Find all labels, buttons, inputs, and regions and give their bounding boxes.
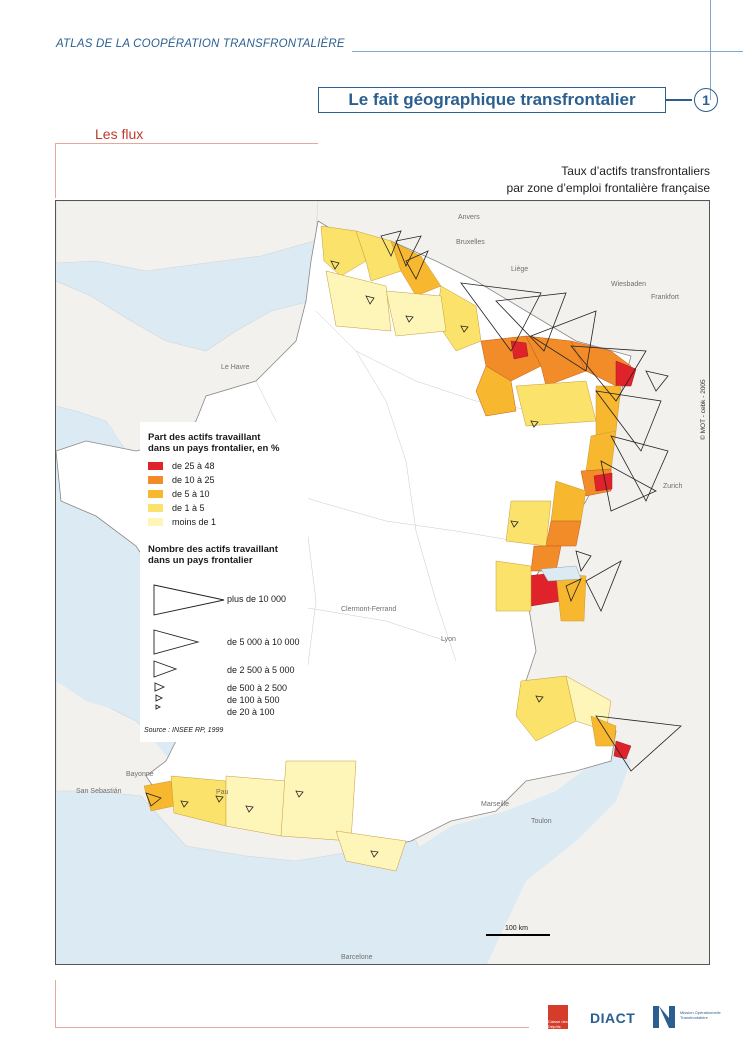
legend-count-label: de 500 à 2 500 (227, 683, 288, 693)
place-label: Liège (511, 266, 529, 273)
mot-logo-icon (652, 1005, 676, 1029)
legend-share-row (148, 461, 215, 471)
chapter-connector (666, 99, 692, 101)
legend-triangle-3 (154, 661, 176, 677)
diact-logo: DIACT (590, 1010, 636, 1026)
legend-share-label: de 1 à 5 (172, 503, 205, 513)
legend-share-title-line1: Part des actifs travaillant (148, 432, 261, 443)
legend-share-row (148, 475, 215, 485)
map-legend (140, 422, 308, 742)
zone-doubs-2 (546, 521, 581, 546)
zone-jura (506, 501, 551, 546)
legend-count-title-line1: Nombre des actifs travaillant (148, 544, 278, 555)
place-label: Toulon (531, 818, 552, 825)
zone-lorraine-3 (511, 341, 528, 359)
legend-count-label: de 5 000 à 10 000 (227, 637, 300, 647)
swatch-class-5 (148, 518, 163, 526)
footer-vline (55, 980, 56, 1028)
legend-triangle-5 (156, 695, 162, 701)
zone-lac-leman (541, 566, 581, 581)
place-label: Pau (216, 789, 229, 796)
section-vline (55, 143, 56, 198)
legend-share-title (148, 432, 279, 454)
map-title-line1: Taux d’actifs transfrontaliers (561, 164, 710, 178)
logo-caisse-text: Caisse des Dépôts (548, 1019, 568, 1029)
swatch-class-3 (148, 490, 163, 498)
place-label: Le Havre (221, 364, 250, 371)
place-label: Frankfort (651, 294, 680, 301)
legend-count-label: de 20 à 100 (227, 707, 275, 717)
zone-pyr-3 (281, 761, 356, 841)
place-label: San Sebastián (76, 788, 122, 795)
legend-share-row (148, 489, 210, 499)
mot-logo-text: Mission Opérationnelle Transfrontalière (680, 1010, 721, 1020)
legend-count-label: plus de 10 000 (227, 594, 287, 604)
section-title: Les flux (95, 126, 144, 142)
chapter-title: Le fait géographique transfrontalier (318, 87, 666, 113)
legend-share-row (148, 517, 216, 527)
legend-share-label: de 5 à 10 (172, 489, 210, 499)
legend-triangle-6 (156, 705, 160, 709)
footer-rule (55, 1027, 529, 1028)
scale-label: 100 km (505, 925, 528, 932)
legend-share-title-line2: dans un pays frontalier, en % (148, 443, 280, 454)
scale-bar (486, 934, 550, 936)
legend-triangle-4 (155, 683, 164, 691)
legend-count-title-line2: dans un pays frontalier (148, 555, 253, 566)
zone-fr-1 (386, 291, 446, 336)
place-label: Wiesbaden (611, 281, 647, 288)
zone-basel (594, 473, 612, 491)
margin-line (710, 0, 711, 100)
legend-triangle-1 (154, 585, 224, 615)
map-title (507, 163, 710, 197)
swatch-class-4 (148, 504, 163, 512)
atlas-title: ATLAS DE LA COOPÉRATION TRANSFRONTALIÈRE (56, 38, 345, 50)
place-label: Anvers (458, 214, 480, 221)
legend-share-label: de 25 à 48 (172, 461, 215, 471)
map-title-line2: par zone d’emploi frontalière française (506, 181, 710, 195)
chapter-number: 1 (694, 88, 718, 112)
place-label: Bayonne (126, 771, 154, 778)
legend-count-label: de 2 500 à 5 000 (227, 665, 295, 675)
legend-count-label: de 100 à 500 (227, 695, 280, 705)
swatch-class-2 (148, 476, 163, 484)
place-label: Zurich (663, 483, 683, 490)
uk-land (56, 201, 326, 271)
legend-share-row (148, 503, 205, 513)
place-label: Marseille (481, 801, 510, 808)
legend-share-label: de 10 à 25 (172, 475, 215, 485)
legend-triangles (146, 577, 236, 722)
zone-pyr-2 (226, 776, 286, 836)
place-label: Clermont-Ferrand (341, 606, 397, 613)
title-rule (352, 51, 743, 52)
legend-count-title (148, 544, 278, 566)
zone-ain (496, 561, 531, 611)
place-label: Barcelone (341, 954, 373, 961)
zone-pyr-basque (144, 781, 174, 811)
legend-triangle-2 (154, 630, 198, 654)
map-copyright: © MOT - cebk - 2005 (700, 379, 707, 440)
map-source: Source : INSEE RP, 1999 (144, 727, 224, 734)
zone-geneve (531, 546, 561, 571)
section-rule (55, 143, 318, 144)
zone-vosges (516, 381, 596, 426)
place-label: Lyon (441, 636, 456, 643)
legend-share-label: moins de 1 (172, 517, 217, 527)
caisse-depots-logo (548, 1005, 568, 1029)
place-label: Bruxelles (456, 239, 485, 246)
swatch-class-1 (148, 462, 163, 470)
